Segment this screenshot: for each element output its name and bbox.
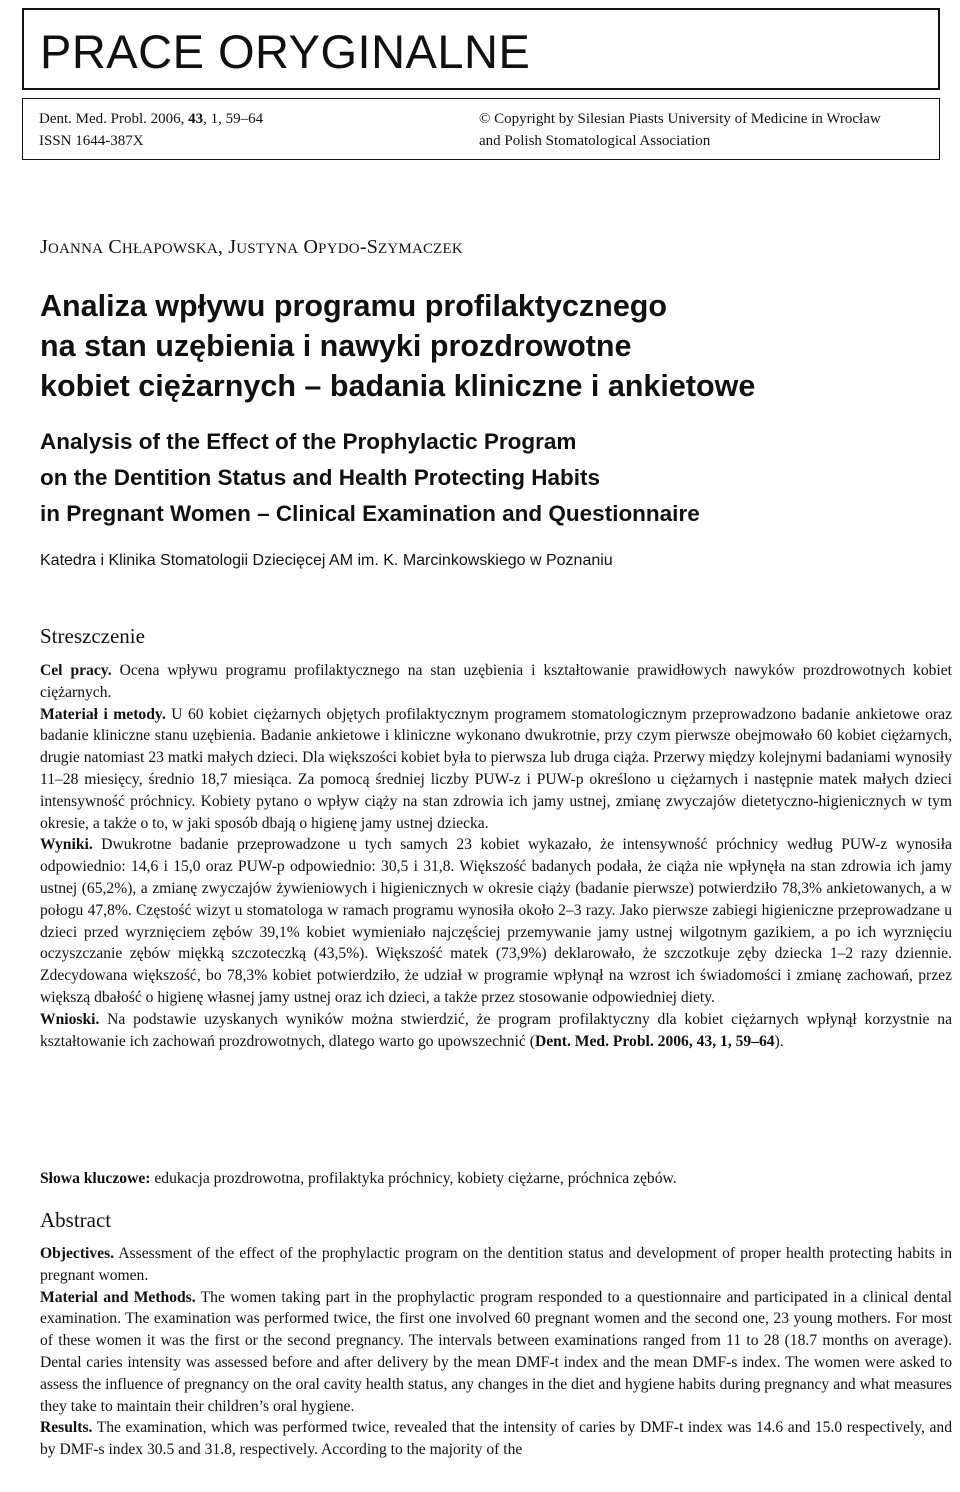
journal-issn: ISSN 1644-387X	[39, 133, 144, 149]
journal-info-box	[22, 98, 940, 160]
article-authors: JOANNA CHŁAPOWSKA, JUSTYNA OPYDO-SZYMACZEK	[40, 236, 463, 258]
results-paragraph: Results. The examination, which was performed twice, revealed that the intensity of caries by DMF-t index was 14.6 and 15.0 respectively, and by DMF-s index 30.5 and 31.8, respectively. According to the majority of the	[40, 1419, 952, 1459]
banner-title: PRACE ORYGINALNE	[40, 25, 531, 78]
title-polish	[40, 286, 940, 406]
streszczenie-heading: Streszczenie	[40, 624, 145, 648]
abstract-heading: Abstract	[40, 1208, 112, 1232]
streszczenie-body	[40, 660, 952, 1052]
section-banner	[22, 8, 940, 90]
journal-issue-pages: , 1, 59–64	[203, 111, 264, 127]
title-english-line: Analysis of the Effect of the Prophylactic Program	[40, 429, 577, 454]
copyright-line-1: © Copyright by Silesian Piasts University of Medicine in Wrocław	[479, 111, 881, 127]
title-polish-line: kobiet ciężarnych – badania kliniczne i ankietowe	[40, 369, 756, 403]
wnioski-paragraph: Wnioski. Na podstawie uzyskanych wyników można stwierdzić, że program profilaktyczny dla kobiet ciężarnych wpłynął korzystnie na kształtowanie ich zachowań prozdrowotnych, dlatego warto go upowszechnić (Dent. Med. Probl. 2006, 43, 1, 59–64).	[40, 1010, 952, 1050]
metody-paragraph: Materiał i metody. U 60 kobiet ciężarnych objętych profilaktycznym programem stomatologicznym przeprowadzono badanie ankietowe oraz badanie kliniczne stanu uzębienia. Badanie ankietowe i kliniczne wykonano dwukrotnie, przy czym pierwsze obejmowało 60 kobiet ciężarnych, drugie natomiast 23 matki małych dzieci. Dla większości kobiet była to pierwsza lub druga ciąża. Przerwy między kolejnymi badaniami wynosiły 11–28 miesięcy, średnio 18,7 miesiąca. Za pomocą średniej liczby PUW-z i PUW-p określono u ciężarnych i następnie matek małych dzieci intensywność próchnicy. Kobiety pytano o wpływ ciąży na stan zdrowia ich jamy ustnej, zmianę zwyczajów dietetyczno-higienicznych w tym okresie, a także o to, w jaki sposób dbają o higienę jamy ustnej dziecka.	[40, 705, 952, 832]
objectives-paragraph: Objectives. Assessment of the effect of the prophylactic program on the dentition status and development of proper health protecting habits in pregnant women.	[40, 1245, 952, 1284]
journal-citation	[39, 108, 263, 152]
title-english-line: on the Dentition Status and Health Protecting Habits	[40, 465, 601, 490]
affiliation: Katedra i Klinika Stomatologii Dziecięcej AM im. K. Marcinkowskiego w Poznaniu	[40, 552, 613, 569]
keywords-paragraph: Słowa kluczowe: edukacja prozdrowotna, profilaktyka próchnicy, kobiety ciężarne, próchnica zębów.	[40, 1170, 677, 1187]
title-english-line: in Pregnant Women – Clinical Examination and Questionnaire	[40, 501, 700, 526]
abstract-body	[40, 1243, 952, 1461]
title-polish-line: Analiza wpływu programu profilaktycznego	[40, 289, 668, 323]
methods-paragraph: Material and Methods. The women taking part in the prophylactic program responded to a questionnaire and participated in a clinical dental examination. The examination was performed twice, the first one involved 60 pregnant women and the second one, 23 young mothers. For most of these women it was the first or the second pregnancy. The intervals between examinations ranged from 11 to 28 (18.7 months on average). Dental caries intensity was assessed before and after delivery by the mean DMF-t index and the mean DMF-s index. The women were asked to assess the influence of pregnancy on the oral cavity health status, any changes in the diet and hygiene habits during pregnancy and what measures they take to maintain their children’s oral hygiene.	[40, 1288, 952, 1415]
copyright-notice	[479, 108, 939, 152]
journal-volume: 43	[188, 111, 204, 127]
cel-paragraph: Cel pracy. Ocena wpływu programu profilaktycznego na stan uzębienia i kształtowanie prawidłowych nawyków prozdrowotnych kobiet ciężarnych.	[40, 662, 952, 701]
journal-name: Dent. Med. Probl. 2006,	[39, 111, 189, 127]
wyniki-paragraph: Wyniki. Dwukrotne badanie przeprowadzone u tych samych 23 kobiet wykazało, że intensywność próchnicy według PUW-z wynosiła odpowiednio: 14,6 i 15,0 oraz PUW-p odpowiednio: 30,5 i 31,8. Większość badanych podała, że ciąża nie wpłynęła na stan zdrowia ich jamy ustnej (65,2%), a zmianę zwyczajów żywieniowych i higienicznych w okresie ciąży (badanie pierwsze) potwierdziło 78,3% ankietowanych, a w połogu 47,8%. Częstość wizyt u stomatologa w ramach programu wynosiła około 2–3 razy. Jako pierwsze zabiegi higieniczne przeprowadzane u dzieci przed wyrznięciem zębów 39,1% kobiet wymieniało najczęściej przemywanie jamy ustnej wilgotnym gazikiem, a po ich wyrznięciu oczyszczanie zębów miękką szczoteczką (43,5%). Większość matek (73,9%) deklarowało, że szczotkuje zęby dziecka 1–2 razy dziennie. Zdecydowana większość, bo 78,3% kobiet potwierdziło, że udział w programie wpłynął na wzrost ich świadomości i zmianę zachowań, przez większą dbałość o higienę własnej jamy ustnej oraz ich dzieci, a także przez stosowanie odpowiedniej diety.	[40, 836, 952, 1006]
title-polish-line: na stan uzębienia i nawyki prozdrowotne	[40, 329, 632, 363]
copyright-line-2: and Polish Stomatological Association	[479, 133, 711, 149]
title-english	[40, 424, 940, 532]
